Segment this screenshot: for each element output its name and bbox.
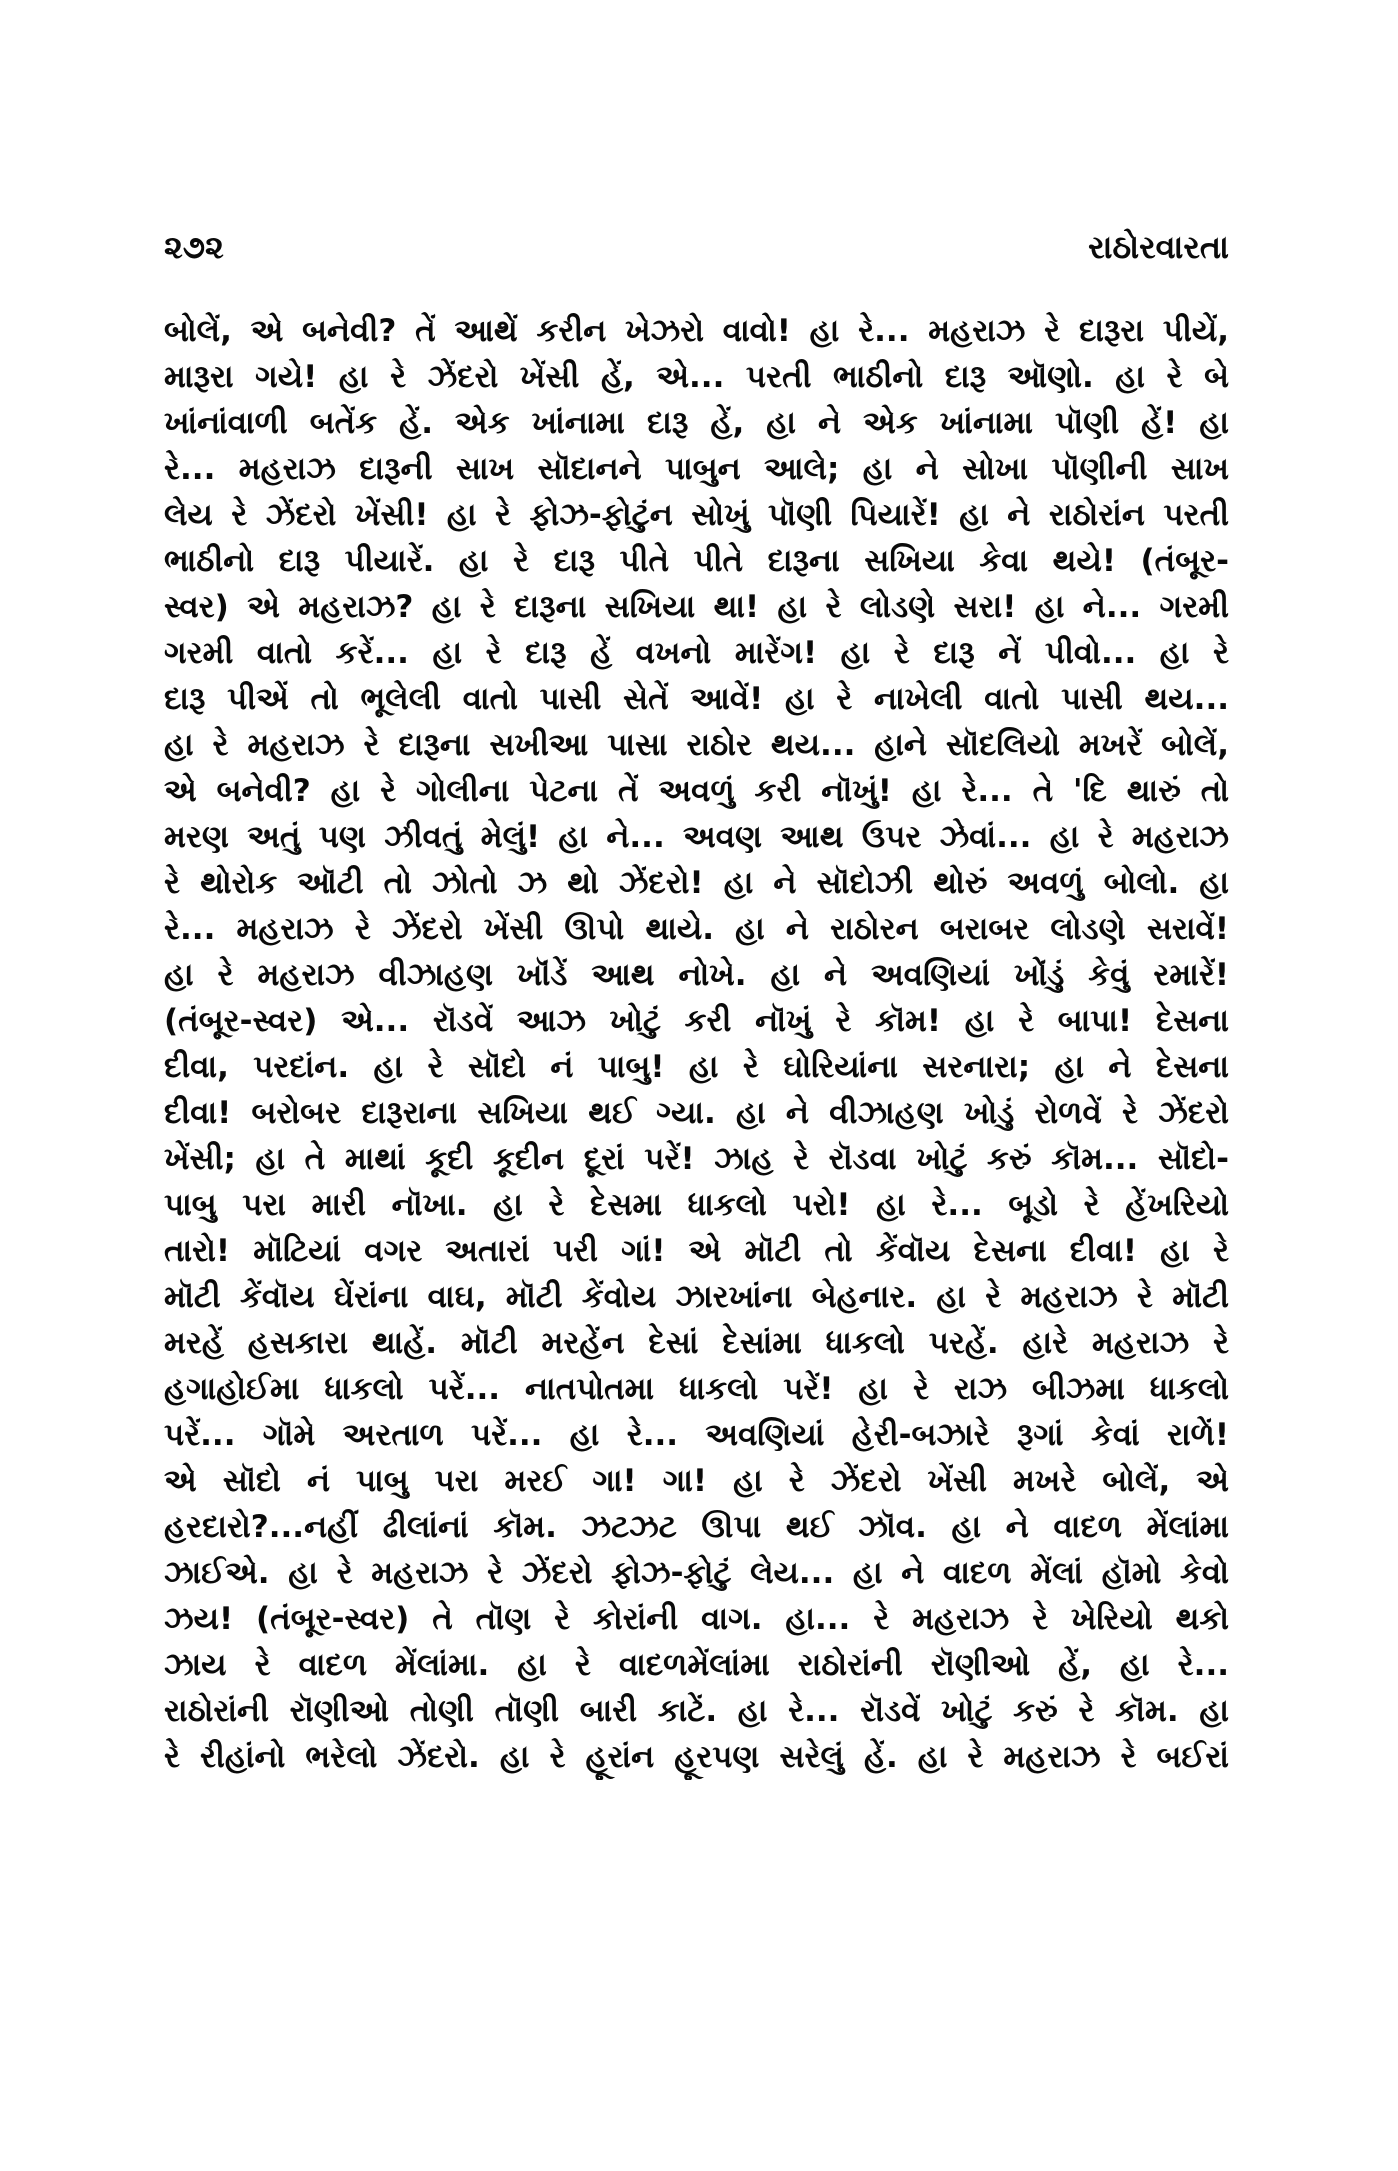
- text-line: ખાંનાંવાળી બતેંક હેં. એક ખાંનામા દારૂ હેં, હા ને એક ખાંનામા પૉણી હેં! હા: [164, 405, 1229, 441]
- text-line: રે થોરોક ઑટી તો ઝોતો ઝ થો ઝેંદરો! હા ને સૉદોઝી થોરું અવળું બોલો. હા: [164, 865, 1229, 901]
- text-line: ઝાઈએ. હા રે મહરાઝ રે ઝેંદરો ફોઝ-ફોટું લેય... હા ને વાદળ મેંલાં હૉમો કેવો: [164, 1555, 1229, 1591]
- text-line: હગાહોઈમા ધાકલો પરેં... નાતપોતમા ધાકલો પરેં! હા રે રાઝ બીઝમા ધાકલો: [164, 1371, 1229, 1407]
- page-number: ૨૭૨: [164, 228, 224, 266]
- text-line: હા રે મહરાઝ રે દારૂના સખીઆ પાસા રાઠોર થય... હાને સૉદલિયો મખરેં બોલેં,: [164, 727, 1229, 763]
- text-line: મારૂરા ગયે! હા રે ઝેંદરો ખેંસી હેં, એ... પરતી ભાઠીનો દારૂ ઑણો. હા રે બે: [164, 359, 1229, 395]
- text-line: ગરમી વાતો કરેં... હા રે દારૂ હેં વખનો મારેંગ! હા રે દારૂ નેં પીવો... હા રે: [164, 635, 1229, 671]
- text-line: લેય રે ઝેંદરો ખેંસી! હા રે ફોઝ-ફોટુંન સોખું પૉણી પિયારેં! હા ને રાઠોરાંન પરતી: [164, 497, 1229, 533]
- text-line: ઝય! (તંબૂર-સ્વર) તે તૉણ રે કોરાંની વાગ. હા... રે મહરાઝ રે ખેરિયો થકો: [164, 1601, 1229, 1637]
- text-line: ખેંસી; હા તે માથાં કૂદી કૂદીન દૂરાં પરેં! ઝાહ રે રૉડવા ખોટું કરું કૉમ... સૉદો-: [164, 1141, 1229, 1177]
- text-line: હા રે મહરાઝ વીઝાહણ ખૉંડેં આથ નોખે. હા ને અવણિયાં ખોંડું કેવું રમારેં!: [164, 957, 1229, 993]
- text-line: (તંબૂર-સ્વર) એ... રૉડવેં આઝ ખોટું કરી નૉખું રે કૉમ! હા રે બાપા! દેસના: [164, 1003, 1229, 1039]
- text-line: ઝાય રે વાદળ મેંલાંમા. હા રે વાદળમેંલાંમા રાઠોરાંની રૉણીઓ હેં, હા રે...: [164, 1647, 1229, 1683]
- text-line: સ્વર) એ મહરાઝ? હા રે દારૂના સખિયા થા! હા રે લોડણે સરા! હા ને... ગરમી: [164, 589, 1229, 625]
- text-line: બોલેં, એ બનેવી? તેં આથેં કરીન ખેઝરો વાવો! હા રે... મહરાઝ રે દારૂરા પીયેં,: [164, 313, 1229, 349]
- text-line: મરહેં હસકારા થાહેં. મૉટી મરહેંન દેસાં દેસાંમા ધાકલો પરહેં. હારે મહરાઝ રે: [164, 1325, 1229, 1361]
- text-line: તારો! મૉટિયાં વગર અતારાં પરી ગાં! એ મૉટી તો કેંવૉય દેસના દીવા! હા રે: [164, 1233, 1229, 1269]
- text-line: મરણ અતું પણ ઝીવતું મેલું! હા ને... અવણ આથ ઉપર ઝેવાં... હા રે મહરાઝ: [164, 819, 1229, 855]
- text-line: રે રીહાંનો ભરેલો ઝેંદરો. હા રે હૂરાંન હૂરપણ સરેલું હેં. હા રે મહરાઝ રે બઈરાં: [164, 1739, 1229, 1775]
- body-text: [164, 308, 1229, 1780]
- text-line: ભાઠીનો દારૂ પીયારેં. હા રે દારૂ પીતે પીતે દારૂના સખિયા કેવા થયે! (તંબૂર-: [164, 543, 1229, 579]
- text-line: મૉટી કેંવૉય ઘેંરાંના વાઘ, મૉટી કેંવોય ઝારખાંના બેહનાર. હા રે મહરાઝ રે મૉટી: [164, 1279, 1229, 1315]
- text-line: પરેં... ગૉમે અરતાળ પરેં... હા રે... અવણિયાં હેરી-બઝારે રૂગાં કેવાં રાળેં!: [164, 1417, 1229, 1453]
- text-line: દીવા, પરદાંન. હા રે સૉદો નં પાબુ! હા રે ઘોરિયાંના સરનારા; હા ને દેસના: [164, 1049, 1229, 1085]
- text-line: રે... મહરાઝ દારૂની સાખ સૉદાનને પાબુન આલે; હા ને સોખા પૉણીની સાખ: [164, 451, 1229, 487]
- running-title: રાઠોરવારતા: [1088, 228, 1229, 266]
- text-line: એ બનેવી? હા રે ગોલીના પેટના તેં અવળું કરી નૉખું! હા રે... તે 'દિ થારું તો: [164, 773, 1229, 809]
- text-line: દારૂ પીએં તો ભૂલેલી વાતો પાસી સેતેં આવેં! હા રે નાખેલી વાતો પાસી થય...: [164, 681, 1229, 717]
- text-line: રે... મહરાઝ રે ઝેંદરો ખેંસી ઊપો થાયે. હા ને રાઠોરન બરાબર લોડણે સરાવેં!: [164, 911, 1229, 947]
- text-line: દીવા! બરોબર દારૂરાના સખિયા થઈ ગ્યા. હા ને વીઝાહણ ખોડું રોળવેં રે ઝેંદરો: [164, 1095, 1229, 1131]
- text-line: હરદારો?...નહીં ઢીલાંનાં કૉમ. ઝટઝટ ઊપા થઈ ઝૉવ. હા ને વાદળ મેંલાંમા: [164, 1509, 1229, 1545]
- text-line: એ સૉદો નં પાબુ પરા મરઈ ગા! ગા! હા રે ઝેંદરો ખેંસી મખરે બોલેં, એ: [164, 1463, 1229, 1499]
- text-line: રાઠોરાંની રૉણીઓ તોણી તૉણી બારી કાટેં. હા રે... રૉડવેં ખોટું કરું રે કૉમ. હા: [164, 1693, 1229, 1729]
- page-header: [164, 222, 1229, 272]
- text-line: પાબુ પરા મારી નૉખા. હા રે દેસમા ધાકલો પરો! હા રે... બૂડો રે હેંખરિયો: [164, 1187, 1229, 1223]
